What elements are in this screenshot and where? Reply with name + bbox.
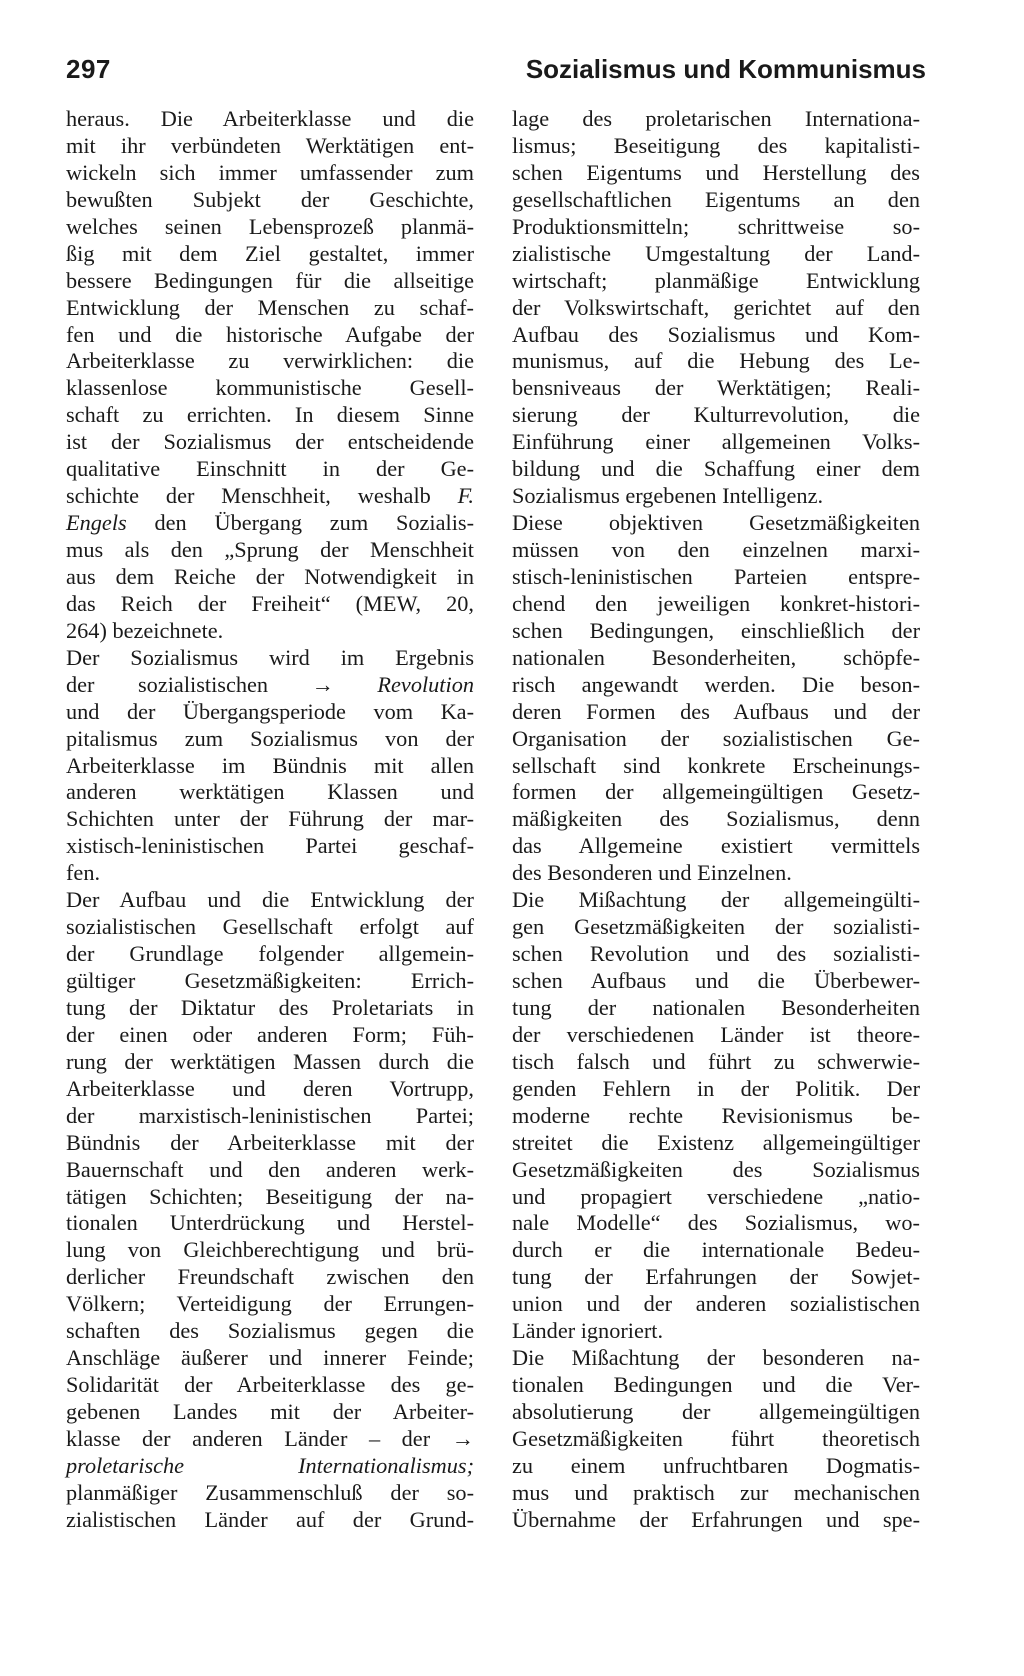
text-line: [512, 241, 920, 268]
text-line: [66, 1426, 474, 1453]
text-segment: zialistische Umgestaltung der Land-: [512, 240, 920, 266]
text-segment: lage des proletarischen Internationa-: [512, 106, 920, 131]
text-segment: lung von Gleichberechtigung und brü-: [66, 1237, 474, 1263]
text-line: [66, 1076, 474, 1103]
text-line: [512, 429, 920, 456]
text-line: [66, 375, 474, 402]
text-line: [512, 537, 920, 564]
text-segment: Produktionsmitteln; schrittweise so-: [512, 213, 920, 239]
text-line: [512, 510, 920, 537]
text-line: [512, 1453, 920, 1480]
text-line: [66, 160, 474, 187]
text-segment: union und der anderen sozialistischen: [512, 1291, 920, 1317]
text-line: [66, 295, 474, 322]
text-line: [512, 779, 920, 806]
text-segment: Übernahme der Erfahrungen und spe-: [512, 1506, 920, 1532]
text-segment: wirtschaft; planmäßige Entwicklung: [512, 267, 920, 293]
text-line: [66, 645, 474, 672]
italic-term: Engels: [66, 510, 127, 536]
text-line: [66, 537, 474, 564]
text-segment: tätigen Schichten; Beseitigung der na-: [66, 1183, 474, 1209]
text-line: [66, 860, 474, 887]
text-segment: schaften des Sozialismus gegen die: [66, 1318, 474, 1344]
text-segment: Die Mißachtung der allgemeingülti-: [512, 887, 920, 913]
text-line: [512, 726, 920, 753]
text-segment: Gesetzmäßigkeiten des Sozialismus: [512, 1156, 920, 1182]
text-segment: ist der Sozialismus der entscheidende: [66, 429, 474, 455]
text-segment: Schichten unter der Führung der mar-: [66, 806, 474, 832]
text-line: [66, 1507, 474, 1534]
text-segment: müssen von den einzelnen marxi-: [512, 537, 920, 562]
text-segment: Der Aufbau und die Entwicklung der: [66, 887, 474, 913]
text-line: [512, 968, 920, 995]
text-segment: schen Aufbaus und die Überbewer-: [512, 968, 920, 993]
text-line: [512, 1264, 920, 1291]
text-segment: gen Gesetzmäßigkeiten der sozialisti-: [512, 914, 920, 940]
text-line: [66, 726, 474, 753]
text-segment: risch angewandt werden. Die beson-: [512, 671, 920, 697]
text-segment: gültiger Gesetzmäßigkeiten: Errich-: [66, 968, 474, 993]
text-segment: des Besonderen und Einzelnen.: [512, 860, 792, 886]
text-segment: das Allgemeine existiert vermittels: [512, 833, 920, 859]
text-segment: lismus; Beseitigung des kapitalisti-: [512, 132, 920, 158]
text-segment: klassenlose kommunistische Gesell-: [66, 375, 474, 401]
text-line: [66, 133, 474, 160]
text-segment: Bündnis der Arbeiterklasse mit der: [66, 1129, 474, 1155]
text-line: [66, 402, 474, 429]
text-segment: gesellschaftlichen Eigentums an den: [512, 186, 920, 212]
text-segment: bessere Bedingungen für die allseitige: [66, 267, 474, 293]
text-segment: nationalen Besonderheiten, schöpfe-: [512, 644, 920, 670]
text-segment: schen Eigentums und Herstellung des: [512, 159, 920, 185]
text-line: [512, 1130, 920, 1157]
text-segment: munismus, auf die Hebung des Le-: [512, 348, 920, 374]
text-segment: wickeln sich immer umfassender zum: [66, 159, 474, 185]
text-segment: Länder ignoriert.: [512, 1318, 664, 1344]
italic-term: proletarische Internationalismus;: [66, 1452, 474, 1478]
text-line: [512, 348, 920, 375]
text-segment: zialistischen Länder auf der Grund-: [66, 1506, 474, 1532]
text-line: [66, 1049, 474, 1076]
text-segment: derlicher Freundschaft zwischen den: [66, 1264, 474, 1290]
text-segment: heraus. Die Arbeiterklasse und die: [66, 106, 474, 131]
text-segment: der Volkswirtschaft, gerichtet auf den: [512, 294, 920, 320]
text-segment: sierung der Kulturrevolution, die: [512, 402, 920, 428]
text-column-right: [512, 106, 920, 1534]
text-segment: tisch falsch und führt zu schwerwie-: [512, 1048, 920, 1074]
text-line: [66, 672, 474, 699]
text-segment: qualitative Einschnitt in der Ge-: [66, 456, 474, 482]
text-line: [66, 429, 474, 456]
text-segment: tionalen Unterdrückung und Herstel-: [66, 1210, 474, 1236]
text-line: [512, 860, 920, 887]
text-segment: das Reich der Freiheit“ (MEW, 20,: [66, 590, 474, 616]
text-segment: xistisch-leninistischen Partei geschaf-: [66, 833, 474, 859]
text-line: [512, 214, 920, 241]
text-segment: Sozialismus ergebenen Intelligenz.: [512, 483, 824, 509]
text-segment: sellschaft sind konkrete Erscheinungs-: [512, 752, 920, 778]
text-segment: Organisation der sozialistischen Ge-: [512, 725, 920, 751]
text-line: [66, 591, 474, 618]
text-segment: zu einem unfruchtbaren Dogmatis-: [512, 1452, 920, 1478]
text-line: [66, 1022, 474, 1049]
text-segment: pitalismus zum Sozialismus von der: [66, 725, 474, 751]
text-segment: 264) bezeichnete.: [66, 617, 224, 643]
text-line: [66, 106, 474, 133]
text-segment: chend den jeweiligen konkret-histori-: [512, 590, 920, 616]
text-segment: formen der allgemeingültigen Gesetz-: [512, 779, 920, 805]
text-segment: nale Modelle“ des Sozialismus, wo-: [512, 1210, 920, 1236]
text-segment: genden Fehlern in der Politik. Der: [512, 1075, 920, 1101]
text-line: [66, 456, 474, 483]
page-number: 297: [66, 54, 111, 84]
text-line: [512, 1426, 920, 1453]
text-segment: Bauernschaft und den anderen werk-: [66, 1156, 474, 1182]
text-line: [66, 1130, 474, 1157]
text-line: [512, 322, 920, 349]
text-line: [512, 1076, 920, 1103]
text-segment: den Übergang zum Sozialis-: [126, 510, 474, 536]
text-segment: klasse der anderen Länder – der →: [66, 1425, 474, 1451]
text-line: [512, 645, 920, 672]
text-line: [512, 564, 920, 591]
text-line: [66, 1210, 474, 1237]
text-segment: fen und die historische Aufgabe der: [66, 321, 474, 347]
text-line: [512, 1399, 920, 1426]
text-line: [512, 133, 920, 160]
text-line: [66, 241, 474, 268]
text-segment: deren Formen des Aufbaus und der: [512, 698, 920, 724]
text-segment: der verschiedenen Länder ist theore-: [512, 1021, 920, 1047]
text-segment: absolutierung der allgemeingültigen: [512, 1399, 920, 1424]
text-line: [512, 1480, 920, 1507]
text-line: [66, 564, 474, 591]
text-line: [512, 295, 920, 322]
text-segment: anderen werktätigen Klassen und: [66, 779, 474, 805]
text-segment: Solidarität der Arbeiterklasse des ge-: [66, 1372, 474, 1398]
text-line: [512, 1372, 920, 1399]
text-segment: Entwicklung der Menschen zu schaf-: [66, 294, 474, 320]
text-line: [512, 1345, 920, 1372]
text-segment: streitet die Existenz allgemeingültiger: [512, 1129, 920, 1155]
text-line: [512, 402, 920, 429]
text-segment: durch er die internationale Bedeu-: [512, 1237, 920, 1263]
text-segment: der Grundlage folgender allgemein-: [66, 941, 474, 967]
text-segment: schen Bedingungen, einschließlich der: [512, 617, 920, 643]
text-line: [66, 941, 474, 968]
text-segment: bensniveaus der Werktätigen; Reali-: [512, 375, 920, 401]
text-line: [512, 1184, 920, 1211]
text-segment: tung der Erfahrungen der Sowjet-: [512, 1264, 920, 1290]
text-segment: bewußten Subjekt der Geschichte,: [66, 186, 474, 212]
text-line: [512, 375, 920, 402]
text-line: [66, 268, 474, 295]
text-segment: Arbeiterklasse zu verwirklichen: die: [66, 348, 474, 374]
text-segment: aus dem Reiche der Notwendigkeit in: [66, 563, 474, 589]
text-segment: fen.: [66, 860, 101, 886]
text-line: [66, 887, 474, 914]
text-segment: Arbeiterklasse im Bündnis mit allen: [66, 752, 474, 778]
text-line: [512, 591, 920, 618]
text-line: [512, 456, 920, 483]
text-segment: Diese objektiven Gesetzmäßigkeiten: [512, 510, 920, 536]
text-segment: tionalen Bedingungen und die Ver-: [512, 1372, 920, 1398]
text-segment: Völkern; Verteidigung der Errungen-: [66, 1291, 474, 1317]
text-segment: gebenen Landes mit der Arbeiter-: [66, 1399, 474, 1424]
text-line: [66, 1480, 474, 1507]
text-segment: planmäßiger Zusammenschluß der so-: [66, 1479, 474, 1505]
text-line: [66, 779, 474, 806]
text-segment: stisch-leninistischen Parteien entspre-: [512, 563, 920, 589]
text-segment: Anschläge äußerer und innerer Feinde;: [66, 1345, 474, 1371]
text-line: [66, 995, 474, 1022]
text-segment: tung der nationalen Besonderheiten: [512, 994, 920, 1020]
text-line: [512, 1210, 920, 1237]
text-segment: Der Sozialismus wird im Ergebnis: [66, 644, 474, 670]
text-line: [66, 753, 474, 780]
text-segment: schichte der Menschheit, weshalb: [66, 483, 458, 509]
text-segment: mus und praktisch zur mechanischen: [512, 1479, 920, 1505]
text-line: [512, 914, 920, 941]
text-line: [512, 1318, 920, 1345]
text-segment: Die Mißachtung der besonderen na-: [512, 1345, 920, 1371]
text-segment: und propagiert verschiedene „natio-: [512, 1183, 920, 1209]
text-line: [66, 1399, 474, 1426]
text-segment: der marxistisch-leninistischen Partei;: [66, 1102, 474, 1128]
text-line: [66, 1453, 474, 1480]
text-segment: moderne rechte Revisionismus be-: [512, 1102, 920, 1128]
italic-term: F.: [457, 483, 474, 509]
text-line: [66, 1345, 474, 1372]
text-segment: der sozialistischen →: [66, 671, 378, 697]
text-line: [512, 1291, 920, 1318]
text-line: [66, 1237, 474, 1264]
text-line: [66, 1264, 474, 1291]
text-segment: tung der Diktatur des Proletariats in: [66, 994, 474, 1020]
text-line: [512, 1507, 920, 1534]
text-line: [66, 1103, 474, 1130]
text-segment: der einen oder anderen Form; Füh-: [66, 1021, 474, 1047]
text-line: [512, 187, 920, 214]
text-line: [66, 510, 474, 537]
text-line: [512, 1157, 920, 1184]
text-line: [66, 1157, 474, 1184]
text-line: [512, 106, 920, 133]
text-segment: mäßigkeiten des Sozialismus, denn: [512, 806, 920, 832]
text-line: [512, 753, 920, 780]
text-segment: mus als den „Sprung der Menschheit: [66, 537, 474, 562]
text-line: [66, 618, 474, 645]
text-line: [512, 1049, 920, 1076]
text-line: [66, 806, 474, 833]
text-line: [512, 160, 920, 187]
text-line: [512, 806, 920, 833]
text-line: [66, 1372, 474, 1399]
text-line: [512, 483, 920, 510]
text-line: [66, 699, 474, 726]
italic-term: Revolution: [377, 671, 474, 697]
running-title: Sozialismus und Kommunismus: [525, 54, 926, 84]
text-line: [512, 1103, 920, 1130]
text-column-left: [66, 106, 474, 1534]
text-segment: schen Revolution und des sozialisti-: [512, 941, 920, 967]
text-line: [66, 968, 474, 995]
text-segment: ßig mit dem Ziel gestaltet, immer: [66, 240, 474, 266]
text-line: [66, 322, 474, 349]
text-segment: Aufbau des Sozialismus und Kom-: [512, 321, 920, 347]
text-line: [512, 941, 920, 968]
text-line: [66, 1184, 474, 1211]
text-line: [512, 833, 920, 860]
text-segment: sozialistischen Gesellschaft erfolgt auf: [66, 914, 474, 940]
text-segment: und der Übergangsperiode vom Ka-: [66, 698, 474, 724]
text-line: [512, 1237, 920, 1264]
text-line: [66, 914, 474, 941]
text-segment: Gesetzmäßigkeiten führt theoretisch: [512, 1425, 920, 1451]
text-segment: bildung und die Schaffung einer dem: [512, 456, 920, 482]
text-line: [512, 672, 920, 699]
text-line: [512, 887, 920, 914]
text-line: [512, 699, 920, 726]
text-segment: schaft zu errichten. In diesem Sinne: [66, 402, 474, 428]
text-line: [66, 1318, 474, 1345]
text-segment: Einführung einer allgemeinen Volks-: [512, 429, 920, 455]
text-line: [66, 1291, 474, 1318]
text-line: [66, 483, 474, 510]
text-segment: mit ihr verbündeten Werktätigen ent-: [66, 132, 474, 158]
text-line: [66, 214, 474, 241]
text-line: [512, 995, 920, 1022]
text-line: [66, 348, 474, 375]
text-line: [512, 268, 920, 295]
text-segment: welches seinen Lebensprozeß planmä-: [66, 213, 474, 239]
text-segment: rung der werktätigen Massen durch die: [66, 1048, 474, 1074]
text-line: [66, 833, 474, 860]
text-line: [512, 1022, 920, 1049]
text-line: [66, 187, 474, 214]
text-line: [512, 618, 920, 645]
text-segment: Arbeiterklasse und deren Vortrupp,: [66, 1075, 474, 1101]
